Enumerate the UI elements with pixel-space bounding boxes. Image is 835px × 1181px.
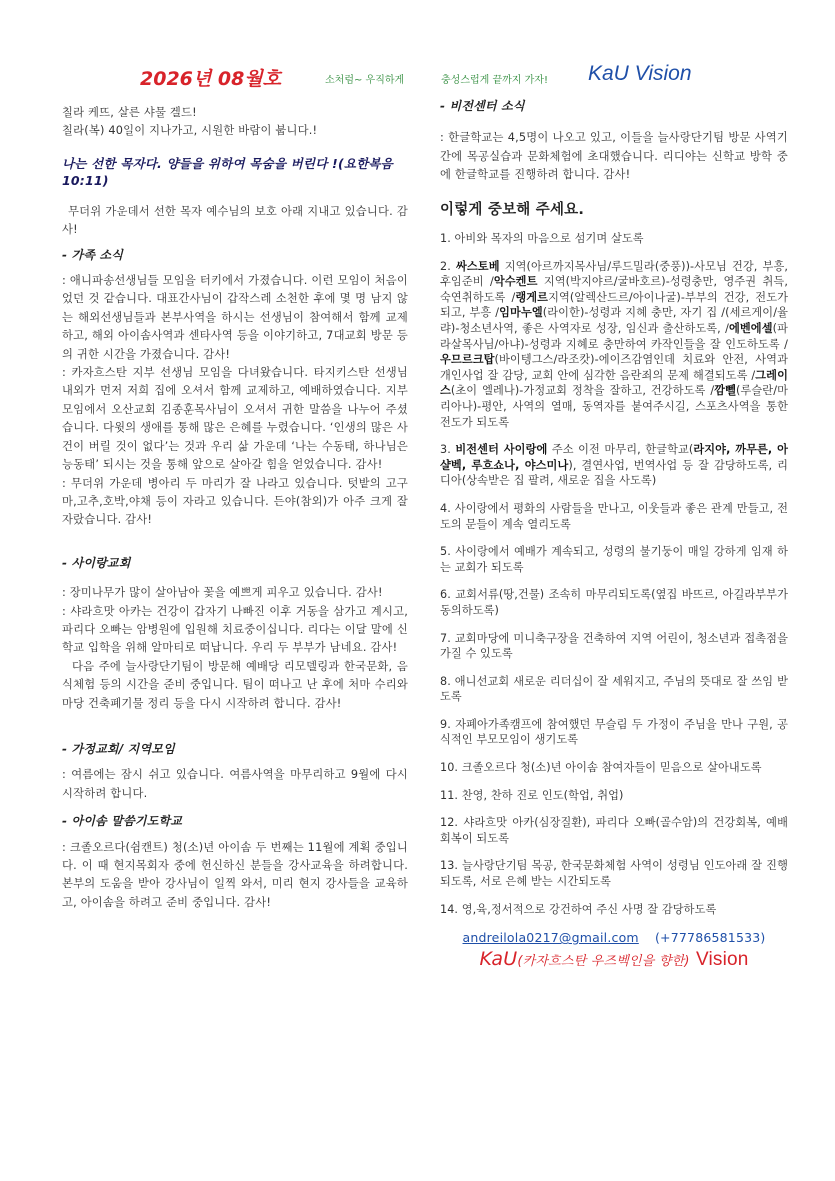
prayer-item-11: 11. 찬영, 찬하 진로 인도(학업, 취업) xyxy=(440,788,624,802)
prayer-item-3: 3. 비전센터 사이랑에 주소 이전 마무리, 한글학교(라지야, 까무른, 아샬벡, 루흐쇼나, 야스미나), 결연사업, 번역사업 등 잘 감당하도록, 리디아(상속받은 집 팔려, 새로운 집을 사도록) xyxy=(440,443,789,488)
intro-paragraph: 무더위 가운데서 선한 목자 예수님의 보호 아래 지내고 있습니다. 감사! xyxy=(62,204,408,237)
section-title-vision-center: - 비전센터 소식 xyxy=(440,99,525,113)
family-paragraph-1: : 애니파송선생님들 모임을 터키에서 가졌습니다. 이런 모임이 처음이었던 것 같습니다. 대표간사님이 갑작스레 소천한 후에 몇 명 남지 않는 해외선생님들과 본부사역을 하시는 선생님이 참여해서 함께 교제하고, 해외 아이솜사역과 센타사역 등을 이야기하고, 7대교회 방문 등의 귀한 시간을 가졌습니다. 감사! xyxy=(62,274,408,361)
sarang-paragraph-1: : 장미나무가 많이 살아남아 꽃을 예쁘게 피우고 있습니다. 감사! xyxy=(62,586,383,600)
greeting-line-2: 칠라(복) 40일이 지나가고, 시원한 바람이 붑니다.! xyxy=(62,124,318,138)
newsletter-header xyxy=(0,62,835,92)
prayer-item-10: 10. 크졸오르다 청(소)년 아이솜 참여자들이 믿음으로 살아내도록 xyxy=(440,761,762,775)
issue-date: 2026년 08월호 xyxy=(140,68,281,90)
prayer-item-12: 12. 샤라흐맛 아카(심장질환), 파리다 오빠(골수암)의 건강회복, 예배회복이 되도록 xyxy=(440,816,788,845)
prayer-item-2: 2. 싸스토베 지역(아르까지목사님/루드밀라(중풍))-사모님 건강, 부흥, 후임준비 /악수켄트 지역(박지야르/굴바호르)-성령충만, 영주권 취득, 숙연취하도록 /랭게르지역(알렉산드르/아이나굴)-부부의 건강, 전도가 되고, 부흥 /임마누엘(라이한)-성령과 지혜 충만, 자기 집 /(세르게이/율랴)-청소년사역, 좋은 사역자로 성장, 임신과 출산하도록, /에벤에셀(파라살목사님/아냐)-성령과 지혜로 충만하여 카작인들을 잘 인도하도록 /우므르크탑(바이텡그스/라조캇)-에이즈감염인데 치료와 안전, 사역과 개인사업 잘 감당, 교회 안에 심각한 음란죄의 문제 해결되도록 /그레이스(초이 엘레나)-가정교회 정착을 잘하고, 건강하도록 /깜뻴(루슬란/마리아나)-평안, 사역의 열매, 동역자를 붙여주시길, 스포츠사역을 통한 전도가 되도록 xyxy=(440,259,789,429)
footer-brand-subtitle: (카자흐스탄 우즈벡인을 향한) xyxy=(517,953,690,969)
bible-verse: 나는 선한 목자다. 양들을 위하여 목숨을 버린다 !(요한복음 10:11) xyxy=(62,155,393,188)
greeting-line-1: 칠라 케뜨, 살른 샤물 겔드! xyxy=(62,106,197,119)
phone-number: (+77786581533) xyxy=(654,930,766,946)
home-church-paragraph: : 여름에는 잠시 쉬고 있습니다. 여름사역을 마무리하고 9월에 다시 시작하려 합니다. xyxy=(62,768,408,800)
brand-title: KaU Vision xyxy=(588,62,692,85)
section-title-sarang-church: - 사이랑교회 xyxy=(62,555,131,570)
vision-center-paragraph: : 한글학교는 4,5명이 나오고 있고, 이들을 늘사랑단기팀 방문 사역기간에 목공실습과 문화체험에 초대했습니다. 리디야는 신학교 방학 중에 한글학교를 진행하려 합니다. 감사! xyxy=(440,131,788,182)
right-column xyxy=(440,94,788,971)
footer-brand-vision: Vision xyxy=(695,948,749,970)
sarang-paragraph-3: 다음 주에 늘사랑단기팀이 방문해 예배당 리모델링과 한국문화, 음식체험 등의 시간을 준비 중입니다. 팀이 떠나고 난 후에 처마 수리와 마당 건축폐기물 정리 등을 다시 시작하려 합니다. 감사! xyxy=(62,659,408,710)
email-link[interactable]: andreilola0217@gmail.com xyxy=(462,930,639,946)
prayer-item-6: 6. 교회서류(땅,건물) 조속히 마무리되도록(옆집 바뜨르, 아길라부부가 동의하도록) xyxy=(440,588,788,617)
prayer-item-1: 1. 아비와 목자의 마음으로 섬기며 살도록 xyxy=(440,232,644,246)
family-paragraph-2: : 카자흐스탄 지부 선생님 모임을 다녀왔습니다. 타지키스탄 선생님 내외가 먼저 저희 집에 오셔서 함께 교제하고, 예배하였습니다. 지부 모임에서 오산교회 김종훈목사님이 오셔서 귀한 말씀을 나누어 주셨습니다. 다윗의 생애를 통해 많은 은혜를 누렸습니다. ‘인생의 많은 사건이 버릴 것이 없다’는 것과 우리 삶 가운데 ‘나는 수동태, 하나님은 능동태’ 되시는 것을 통해 앞으로 살아갈 힘을 얻었습니다. 감사! xyxy=(62,366,408,472)
prayer-item-5: 5. 사이랑에서 예배가 계속되고, 성령의 불기둥이 매일 강하게 임재 하는 교회가 되도록 xyxy=(440,545,788,574)
slogan-left: 소처럼~ 우직하게 xyxy=(325,75,405,86)
footer-brand xyxy=(440,947,788,971)
prayer-item-13: 13. 늘사랑단기팀 목공, 한국문화체험 사역이 성령님 인도아래 잘 진행되도록, 서로 은혜 받는 시간되도록 xyxy=(440,859,788,889)
prayer-item-4: 4. 사이랑에서 평화의 사람들을 만나고, 이웃들과 좋은 관계 만들고, 전도의 문들이 계속 열리도록 xyxy=(440,501,788,531)
footer-brand-kau: KaU xyxy=(479,947,518,970)
prayer-item-8: 8. 애니선교회 새로운 리더십이 잘 세워지고, 주님의 뜻대로 잘 쓰임 받도록 xyxy=(440,674,788,704)
prayer-school-paragraph: : 크졸오르다(쉼캔트) 청(소)년 아이솜 두 번째는 11월에 계획 중입니다. 이 때 현지목회자 중에 헌신하신 분들을 강사교육을 하려합니다. 본부의 도움을 받아 강사님이 일찍 와서, 미리 현지 강사들을 교육하고, 아이솜을 하려고 준비 중입니다. 감사! xyxy=(62,840,408,909)
left-column xyxy=(62,104,408,912)
section-title-home-church: - 가정교회/ 지역모임 xyxy=(62,741,175,756)
slogan-right: 충성스럽게 끝까지 가자! xyxy=(441,75,548,86)
family-paragraph-3: : 무더위 가운데 병아리 두 마리가 잘 나라고 있습니다. 텃밭의 고구마,고추,호박,야채 등이 자라고 있습니다. 든야(참외)가 아주 크게 잘 자랐습니다. 감사! xyxy=(62,476,408,527)
sarang-paragraph-2: : 샤라흐맛 아카는 건강이 갑자기 나빠진 이후 거동을 삼가고 계시고, 파리다 오빠는 암병원에 입원해 치료중이십니다. 리다는 이달 말에 신학교 입학을 위해 알마티로 떠납니다. 우리 두 부부가 남네요. 감사! xyxy=(62,604,408,655)
section-title-family: - 가족 소식 xyxy=(62,247,124,262)
prayer-item-14: 14. 영,육,정서적으로 강건하여 주신 사명 잘 감당하도록 xyxy=(440,902,717,916)
prayer-item-9: 9. 자폐아가족캠프에 참여했던 무슬림 두 가정이 주님을 만나 구원, 공식적인 부모모임이 생기도록 xyxy=(440,717,788,747)
section-title-prayer-school: - 아이솜 말씀기도학교 xyxy=(62,814,183,829)
contact-line xyxy=(440,929,788,947)
prayer-requests-title: 이렇게 중보해 주세요. xyxy=(440,201,585,218)
prayer-item-7: 7. 교회마당에 미니축구장을 건축하여 지역 어린이, 청소년과 접촉점을 가질 수 있도록 xyxy=(440,631,788,661)
